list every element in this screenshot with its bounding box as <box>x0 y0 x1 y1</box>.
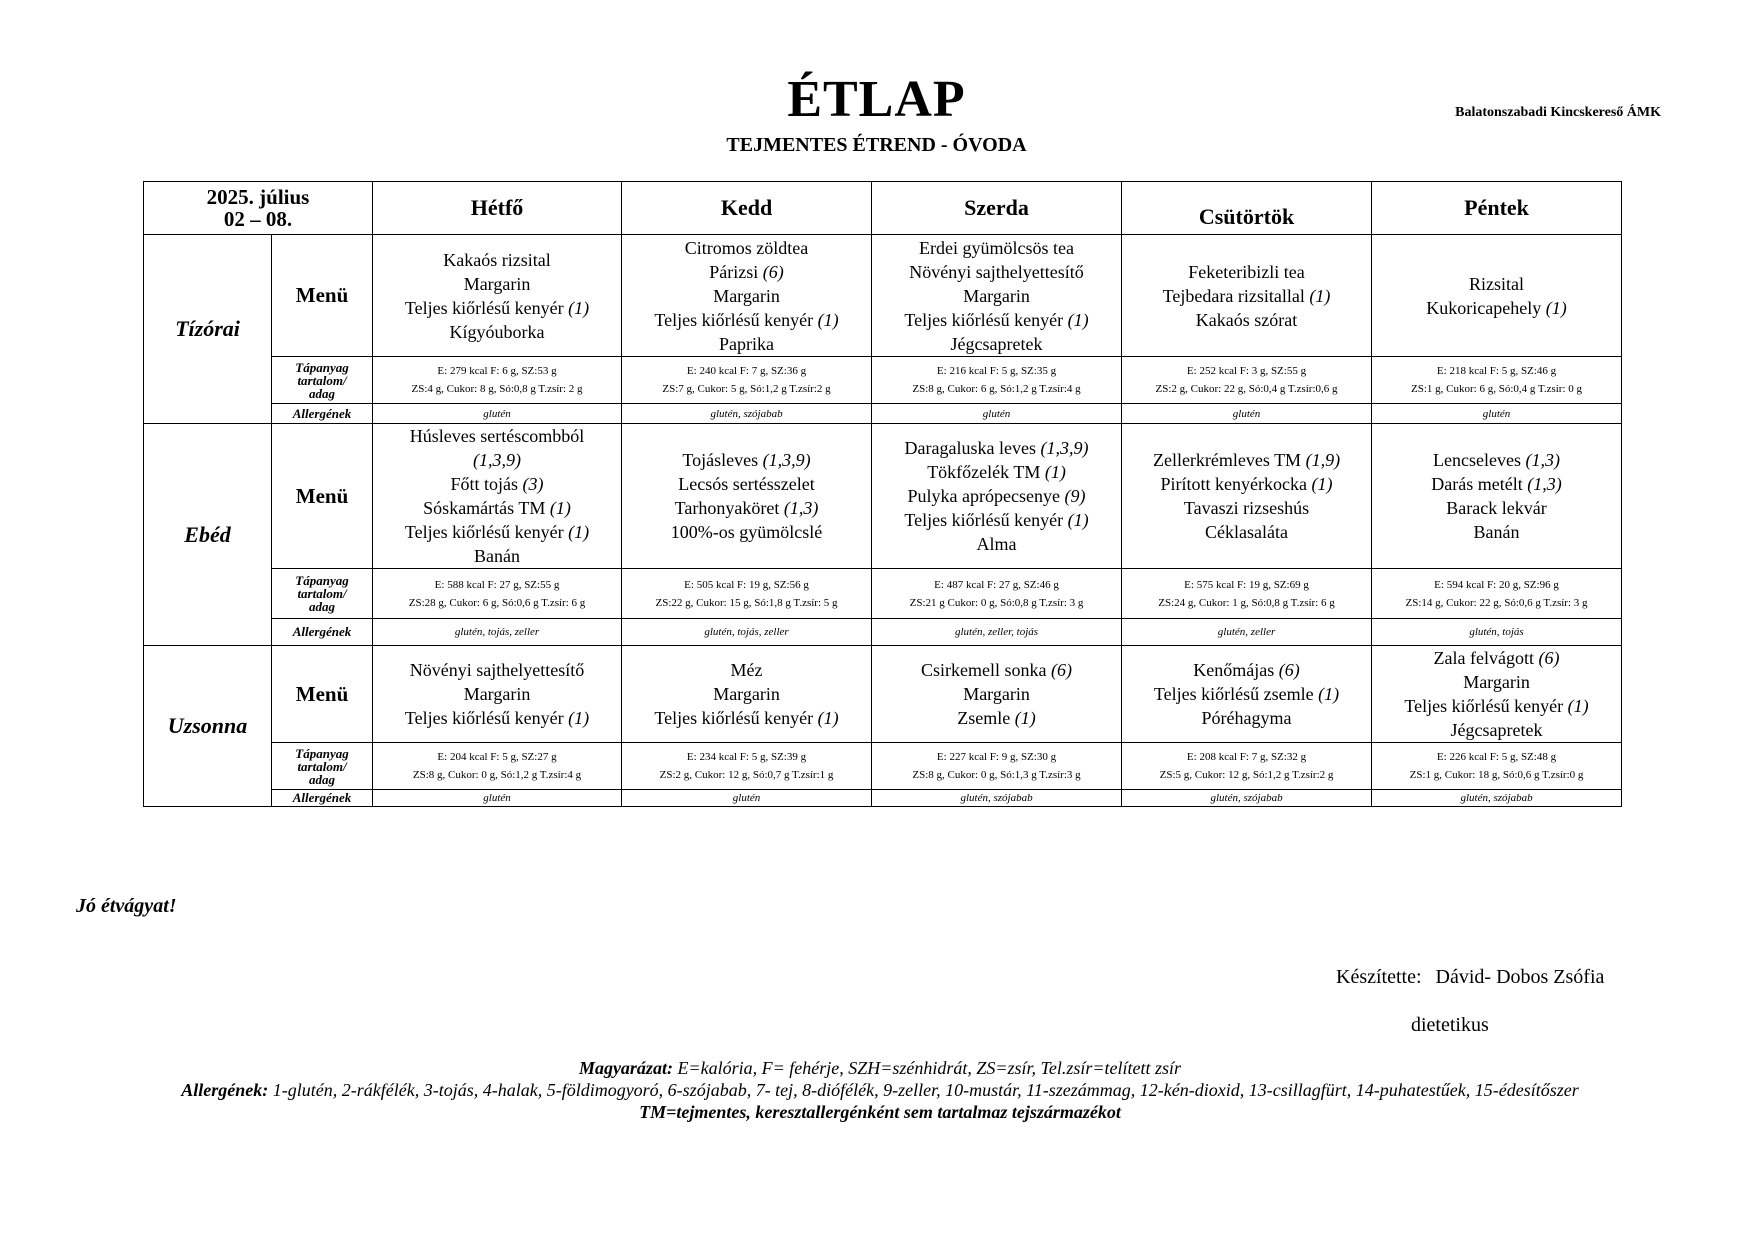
menu-item-text: Kakaós rizsital <box>443 249 551 270</box>
row-label-nutrition-line: adag <box>309 771 335 787</box>
day-header-thursday: Csütörtök <box>1122 182 1372 235</box>
menu-cell-uzsonna-thursday <box>1122 646 1372 743</box>
menu-item-text: Citromos zöldtea <box>684 237 809 258</box>
menu-item-text: Margarin <box>1463 672 1530 692</box>
menu-item-text: Daragaluska leves <box>904 438 1041 458</box>
row-label-nutrition-line: Tápanyag <box>295 359 349 375</box>
menu-item-text: Párizsi <box>709 261 763 282</box>
allergen-cell-ebed-friday: glutén, tojás <box>1372 619 1622 646</box>
menu-cell-ebed-thursday <box>1122 424 1372 569</box>
menu-item <box>872 236 1121 260</box>
allergen-code: (1,3) <box>783 498 819 518</box>
allergen-code: (1) <box>568 297 590 318</box>
menu-item <box>622 260 871 284</box>
menu-item-text: Teljes kiőrlésű kenyér <box>404 297 569 318</box>
allergen-code: (1) <box>817 309 839 330</box>
allergen-legend-text: 1-glutén, 2-rákfélék, 3-tojás, 4-halak, 5-földimogyoró, 6-szójabab, 7- tej, 8-diófélék, 9-zeller, 10-mustár, 11-szezámmag, 12-kén-dioxid, 13-csillagfürt, 14-puhatestűek, 15-édesítőszer <box>268 1080 1579 1100</box>
legend-block <box>110 1057 1650 1123</box>
menu-item-text: Jégcsapretek <box>1450 720 1543 740</box>
menu-item <box>1122 308 1371 332</box>
menu-item <box>1372 694 1621 718</box>
menu-item <box>1372 296 1621 320</box>
menu-item <box>1122 496 1371 520</box>
menu-item-text: Sóskamártás TM <box>423 498 550 518</box>
menu-cell-uzsonna-friday <box>1372 646 1622 743</box>
menu-cell-tizorai-tuesday <box>622 235 872 357</box>
row-label-allergens: Allergének <box>272 619 373 646</box>
row-label-nutrition-line: tartalom/ <box>297 372 347 388</box>
author-label: Készítette: <box>1336 966 1422 988</box>
meal-nutrition-row <box>144 569 1622 619</box>
menu-item <box>622 284 871 308</box>
menu-item-text: Teljes kiőrlésű kenyér <box>904 309 1068 330</box>
menu-table <box>143 181 1622 807</box>
menu-item-text: Teljes kiőrlésű kenyér <box>654 309 818 330</box>
row-label-nutrition <box>272 743 373 790</box>
nutrition-cell-ebed-wednesday <box>872 569 1122 619</box>
allergen-code: (1) <box>1044 462 1066 482</box>
greeting-text: Jó étvágyat! <box>76 895 177 917</box>
allergen-cell-ebed-wednesday: glutén, zeller, tojás <box>872 619 1122 646</box>
menu-item <box>373 296 621 320</box>
nutrition-cell-uzsonna-thursday <box>1122 743 1372 790</box>
menu-item <box>622 236 871 260</box>
menu-item-text: Jégcsapretek <box>950 333 1043 354</box>
menu-item-text: Paprika <box>719 333 774 354</box>
menu-item <box>622 706 871 730</box>
allergen-code: (1) <box>1067 309 1089 330</box>
menu-item <box>622 448 871 472</box>
menu-item-text: Banán <box>474 546 520 566</box>
row-label-nutrition-line: Tápanyag <box>295 745 349 761</box>
menu-item <box>872 508 1121 532</box>
menu-item <box>872 658 1121 682</box>
allergen-code: (1,3) <box>1527 474 1562 494</box>
menu-item-text: Lecsós sertésszelet <box>678 474 815 494</box>
nutrition-energy: E: 226 kcal F: 5 g, SZ:48 g <box>1436 751 1557 763</box>
menu-item <box>373 448 621 472</box>
nutrition-cell-uzsonna-tuesday <box>622 743 872 790</box>
menu-item <box>373 320 621 344</box>
menu-item <box>1372 272 1621 296</box>
menu-item-text: Tarhonyaköret <box>674 498 784 518</box>
allergen-cell-uzsonna-wednesday: glutén, szójabab <box>872 790 1122 807</box>
allergen-code: (1) <box>1309 285 1331 306</box>
page-subtitle: TEJMENTES ÉTREND - ÓVODA <box>726 134 1027 156</box>
menu-item <box>373 272 621 296</box>
menu-item <box>1372 448 1621 472</box>
nutrition-details: ZS:21 g Cukor: 0 g, Só:0,8 g T.zsír: 3 g <box>909 596 1084 609</box>
allergen-code: (1) <box>1545 297 1567 318</box>
menu-cell-tizorai-thursday <box>1122 235 1372 357</box>
menu-item <box>373 544 621 568</box>
menu-item <box>872 532 1121 556</box>
allergen-code: (1) <box>1311 474 1333 494</box>
menu-cell-tizorai-friday <box>1372 235 1622 357</box>
menu-item <box>1372 496 1621 520</box>
meal-allergen-row <box>144 619 1622 646</box>
menu-item-text: Főtt tojás <box>450 474 523 494</box>
nutrition-energy: E: 218 kcal F: 5 g, SZ:46 g <box>1436 365 1557 377</box>
allergen-cell-tizorai-thursday: glutén <box>1122 404 1372 424</box>
row-label-menu: Menü <box>272 424 373 569</box>
menu-item <box>1372 670 1621 694</box>
menu-item <box>1372 646 1621 670</box>
nutrition-energy: E: 252 kcal F: 3 g, SZ:55 g <box>1186 365 1307 377</box>
menu-item-text: Póréhagyma <box>1201 708 1292 728</box>
menu-item <box>373 248 621 272</box>
menu-item <box>872 706 1121 730</box>
menu-item <box>1122 682 1371 706</box>
menu-item-text: Erdei gyümölcsös tea <box>919 237 1074 258</box>
allergen-cell-ebed-monday: glutén, tojás, zeller <box>373 619 622 646</box>
day-header-monday: Hétfő <box>373 182 622 235</box>
legend-text: E=kalória, F= fehérje, SZH=szénhidrát, ZS=zsír, Tel.zsír=telített zsír <box>672 1058 1182 1078</box>
menu-cell-uzsonna-monday <box>373 646 622 743</box>
meal-nutrition-row <box>144 357 1622 404</box>
allergen-code: (1) <box>1567 696 1589 716</box>
meal-name-ebed: Ebéd <box>144 424 272 646</box>
menu-item <box>373 658 621 682</box>
legend-abbreviations <box>110 1057 1650 1079</box>
nutrition-energy: E: 487 kcal F: 27 g, SZ:46 g <box>934 578 1059 591</box>
allergen-code: (1,3,9) <box>473 450 522 470</box>
menu-item <box>1372 718 1621 742</box>
allergen-cell-tizorai-monday: glutén <box>373 404 622 424</box>
allergen-code: (1) <box>1067 510 1089 530</box>
page-title: ÉTLAP <box>787 71 966 128</box>
menu-item-text: Kenőmájas <box>1193 660 1279 680</box>
allergen-cell-ebed-tuesday: glutén, tojás, zeller <box>622 619 872 646</box>
allergen-code: (9) <box>1064 486 1086 506</box>
menu-item <box>872 308 1121 332</box>
menu-item-text: Tojásleves <box>682 450 763 470</box>
meal-menu-row <box>144 424 1622 569</box>
allergen-code: (6) <box>1278 660 1300 680</box>
menu-item-text: Növényi sajthelyettesítő <box>909 261 1084 282</box>
menu-item-text: Kukoricapehely <box>1426 297 1546 318</box>
menu-item <box>373 682 621 706</box>
row-label-nutrition <box>272 357 373 404</box>
legend-label: Magyarázat: <box>578 1058 673 1078</box>
nutrition-details: ZS:8 g, Cukor: 0 g, Só:1,2 g T.zsír:4 g <box>412 769 582 781</box>
menu-item-text: Teljes kiőrlésű kenyér <box>654 708 818 728</box>
date-month: 2025. július <box>206 185 310 209</box>
allergen-code: (1,9) <box>1305 450 1341 470</box>
menu-cell-ebed-friday <box>1372 424 1622 569</box>
allergen-legend-label: Allergének: <box>181 1080 269 1100</box>
menu-item-text: Zala felvágott <box>1433 648 1539 668</box>
nutrition-details: ZS:14 g, Cukor: 22 g, Só:0,6 g T.zsír: 3 g <box>1405 596 1588 609</box>
menu-item <box>622 472 871 496</box>
menu-item-text: Kakaós szórat <box>1195 309 1298 330</box>
menu-item <box>872 436 1121 460</box>
table-header-row <box>144 182 1622 235</box>
nutrition-energy: E: 227 kcal F: 9 g, SZ:30 g <box>936 751 1057 763</box>
menu-item <box>1122 472 1371 496</box>
nutrition-cell-tizorai-thursday <box>1122 357 1372 404</box>
menu-item-text: Feketeribizli tea <box>1188 261 1305 282</box>
menu-item <box>1122 658 1371 682</box>
menu-item-text: Margarin <box>713 684 780 704</box>
nutrition-details: ZS:1 g, Cukor: 18 g, Só:0,6 g T.zsír:0 g <box>1409 769 1584 781</box>
day-header-tuesday: Kedd <box>622 182 872 235</box>
allergen-code: (6) <box>1051 660 1072 680</box>
menu-item <box>373 424 621 448</box>
allergen-code: (1) <box>549 498 571 518</box>
allergen-code: (1,3,9) <box>1040 438 1089 458</box>
meal-name-uzsonna: Uzsonna <box>144 646 272 807</box>
tm-note: TM=tejmentes, keresztallergénként sem tartalmaz tejszármazékot <box>639 1102 1121 1122</box>
menu-item <box>622 308 871 332</box>
menu-item-text: Növényi sajthelyettesítő <box>409 660 585 680</box>
row-label-allergens: Allergének <box>272 790 373 807</box>
menu-item <box>622 496 871 520</box>
menu-item <box>373 472 621 496</box>
nutrition-cell-tizorai-monday <box>373 357 622 404</box>
row-label-menu: Menü <box>272 235 373 357</box>
nutrition-cell-ebed-tuesday <box>622 569 872 619</box>
menu-item-text: Pirított kenyérkocka <box>1160 474 1312 494</box>
allergen-cell-tizorai-friday: glutén <box>1372 404 1622 424</box>
nutrition-energy: E: 204 kcal F: 5 g, SZ:27 g <box>437 751 557 763</box>
allergen-code: (1) <box>568 708 590 728</box>
allergen-cell-uzsonna-friday: glutén, szójabab <box>1372 790 1622 807</box>
menu-item-text: Margarin <box>463 684 531 704</box>
menu-item-text: Csirkemell sonka <box>921 660 1051 680</box>
meal-allergen-row <box>144 404 1622 424</box>
nutrition-energy: E: 594 kcal F: 20 g, SZ:96 g <box>1434 578 1559 591</box>
menu-item-text: Rizsital <box>1469 273 1525 294</box>
menu-item <box>622 332 871 356</box>
menu-item-text: Zsemle <box>957 708 1015 728</box>
meal-menu-row <box>144 646 1622 743</box>
menu-item-text: Alma <box>976 534 1017 554</box>
nutrition-details: ZS:24 g, Cukor: 1 g, Só:0,8 g T.zsír: 6 g <box>1158 596 1335 609</box>
menu-item-text: Margarin <box>963 285 1030 306</box>
nutrition-energy: E: 505 kcal F: 19 g, SZ:56 g <box>684 578 809 591</box>
menu-item-text: Kígyóuborka <box>449 321 545 342</box>
menu-item-text: Tejbedara rizsitallal <box>1162 285 1310 306</box>
nutrition-details: ZS:8 g, Cukor: 6 g, Só:1,2 g T.zsír:4 g <box>912 383 1081 395</box>
author-name: Dávid- Dobos Zsófia <box>1435 966 1605 988</box>
allergen-code: (1) <box>1318 684 1340 704</box>
menu-item <box>1122 448 1371 472</box>
menu-item <box>373 520 621 544</box>
menu-item <box>872 260 1121 284</box>
menu-table-body <box>144 235 1622 807</box>
organization-name: Balatonszabadi Kincskereső ÁMK <box>1455 105 1661 120</box>
menu-item <box>622 682 871 706</box>
allergen-code: (1) <box>817 708 839 728</box>
allergen-code: (6) <box>762 261 784 282</box>
menu-cell-ebed-monday <box>373 424 622 569</box>
nutrition-details: ZS:8 g, Cukor: 0 g, Só:1,3 g T.zsír:3 g <box>912 769 1081 781</box>
menu-item-text: Céklasaláta <box>1205 522 1288 542</box>
menu-cell-ebed-wednesday <box>872 424 1122 569</box>
row-label-nutrition-line: tartalom/ <box>297 586 347 601</box>
menu-item <box>1122 706 1371 730</box>
allergen-cell-ebed-thursday: glutén, zeller <box>1122 619 1372 646</box>
menu-item <box>622 658 871 682</box>
nutrition-cell-ebed-friday <box>1372 569 1622 619</box>
menu-cell-ebed-tuesday <box>622 424 872 569</box>
menu-item <box>1122 520 1371 544</box>
menu-cell-uzsonna-wednesday <box>872 646 1122 743</box>
menu-item <box>872 284 1121 308</box>
nutrition-cell-tizorai-tuesday <box>622 357 872 404</box>
allergen-cell-tizorai-tuesday: glutén, szójabab <box>622 404 872 424</box>
row-label-nutrition-line: tartalom/ <box>297 758 347 774</box>
author-role: dietetikus <box>1411 1014 1489 1036</box>
allergen-code: (6) <box>1538 648 1560 668</box>
day-header-friday: Péntek <box>1372 182 1622 235</box>
row-label-nutrition-line: adag <box>309 599 335 614</box>
nutrition-details: ZS:28 g, Cukor: 6 g, Só:0,6 g T.zsír: 6 g <box>408 596 586 609</box>
menu-item-text: Teljes kiőrlésű kenyér <box>904 510 1068 530</box>
nutrition-energy: E: 208 kcal F: 7 g, SZ:32 g <box>1186 751 1307 763</box>
menu-item <box>1372 520 1621 544</box>
row-label-nutrition <box>272 569 373 619</box>
menu-item-text: Zellerkrémleves TM <box>1152 450 1306 470</box>
menu-item-text: Margarin <box>713 285 780 306</box>
nutrition-cell-ebed-monday <box>373 569 622 619</box>
author-line <box>1336 966 1604 989</box>
nutrition-details: ZS:1 g, Cukor: 6 g, Só:0,4 g T.zsír: 0 g <box>1411 383 1583 395</box>
menu-cell-tizorai-wednesday <box>872 235 1122 357</box>
nutrition-energy: E: 279 kcal F: 6 g, SZ:53 g <box>437 365 557 377</box>
allergen-code: (1,3) <box>1525 450 1560 470</box>
allergen-cell-uzsonna-monday: glutén <box>373 790 622 807</box>
menu-item-text: Margarin <box>463 273 531 294</box>
menu-item-text: 100%-os gyümölcslé <box>670 522 823 542</box>
menu-item-text: Tavaszi rizseshús <box>1183 498 1310 518</box>
day-header-wednesday: Szerda <box>872 182 1122 235</box>
meal-name-tizorai: Tízórai <box>144 235 272 424</box>
row-label-nutrition-line: Tápanyag <box>295 573 349 588</box>
menu-item-text: Tökfőzelék TM <box>927 462 1045 482</box>
menu-item <box>1122 284 1371 308</box>
menu-item-text: Banán <box>1473 522 1520 542</box>
nutrition-details: ZS:2 g, Cukor: 12 g, Só:0,7 g T.zsír:1 g <box>659 769 834 781</box>
menu-item-text: Teljes kiőrlésű zsemle <box>1153 684 1319 704</box>
menu-cell-uzsonna-tuesday <box>622 646 872 743</box>
nutrition-cell-tizorai-wednesday <box>872 357 1122 404</box>
menu-item <box>1122 260 1371 284</box>
meal-nutrition-row <box>144 743 1622 790</box>
legend-allergens <box>110 1079 1650 1101</box>
nutrition-energy: E: 240 kcal F: 7 g, SZ:36 g <box>686 365 807 377</box>
allergen-code: (1,3,9) <box>762 450 811 470</box>
menu-item-text: Margarin <box>963 684 1030 704</box>
menu-item-text: Teljes kiőrlésű kenyér <box>404 522 569 542</box>
nutrition-details: ZS:2 g, Cukor: 22 g, Só:0,4 g T.zsír:0,6 g <box>1155 383 1338 395</box>
nutrition-details: ZS:7 g, Cukor: 5 g, Só:1,2 g T.zsír:2 g <box>662 383 831 395</box>
menu-item <box>872 682 1121 706</box>
nutrition-energy: E: 234 kcal F: 5 g, SZ:39 g <box>686 751 807 763</box>
menu-item-text: Teljes kiőrlésű kenyér <box>404 708 569 728</box>
menu-item-text: Lencseleves <box>1433 450 1526 470</box>
menu-item-text: Darás metélt <box>1431 474 1528 494</box>
allergen-cell-uzsonna-tuesday: glutén <box>622 790 872 807</box>
allergen-code: (1) <box>1014 708 1036 728</box>
menu-item <box>872 484 1121 508</box>
allergen-code: (3) <box>522 474 544 494</box>
nutrition-details: ZS:22 g, Cukor: 15 g, Só:1,8 g T.zsír: 5 g <box>655 596 838 609</box>
meal-allergen-row <box>144 790 1622 807</box>
allergen-code: (1) <box>568 522 590 542</box>
menu-item <box>373 706 621 730</box>
row-label-allergens: Allergének <box>272 404 373 424</box>
menu-item <box>872 332 1121 356</box>
nutrition-energy: E: 575 kcal F: 19 g, SZ:69 g <box>1184 578 1309 591</box>
menu-cell-tizorai-monday <box>373 235 622 357</box>
menu-item-text: Húsleves sertéscombból <box>409 426 585 446</box>
date-range-cell <box>144 182 373 235</box>
nutrition-details: ZS:5 g, Cukor: 12 g, Só:1,2 g T.zsír:2 g <box>1159 769 1334 781</box>
menu-item-text: Barack lekvár <box>1446 498 1547 518</box>
menu-item <box>622 520 871 544</box>
nutrition-cell-ebed-thursday <box>1122 569 1372 619</box>
menu-item <box>373 496 621 520</box>
allergen-cell-tizorai-wednesday: glutén <box>872 404 1122 424</box>
nutrition-cell-uzsonna-wednesday <box>872 743 1122 790</box>
row-label-nutrition-line: adag <box>309 385 335 401</box>
menu-item-text: Teljes kiőrlésű kenyér <box>1404 696 1568 716</box>
nutrition-cell-tizorai-friday <box>1372 357 1622 404</box>
meal-menu-row <box>144 235 1622 357</box>
row-label-menu: Menü <box>272 646 373 743</box>
menu-item <box>1372 472 1621 496</box>
nutrition-details: ZS:4 g, Cukor: 8 g, Só:0,8 g T.zsír: 2 g <box>411 383 583 395</box>
nutrition-cell-uzsonna-monday <box>373 743 622 790</box>
nutrition-energy: E: 216 kcal F: 5 g, SZ:35 g <box>936 365 1057 377</box>
nutrition-energy: E: 588 kcal F: 27 g, SZ:55 g <box>434 578 560 591</box>
menu-item <box>872 460 1121 484</box>
allergen-cell-uzsonna-thursday: glutén, szójabab <box>1122 790 1372 807</box>
nutrition-cell-uzsonna-friday <box>1372 743 1622 790</box>
menu-item-text: Méz <box>730 660 763 680</box>
menu-item-text: Pulyka aprópecsenye <box>907 486 1065 506</box>
date-days: 02 – 08. <box>223 207 293 231</box>
